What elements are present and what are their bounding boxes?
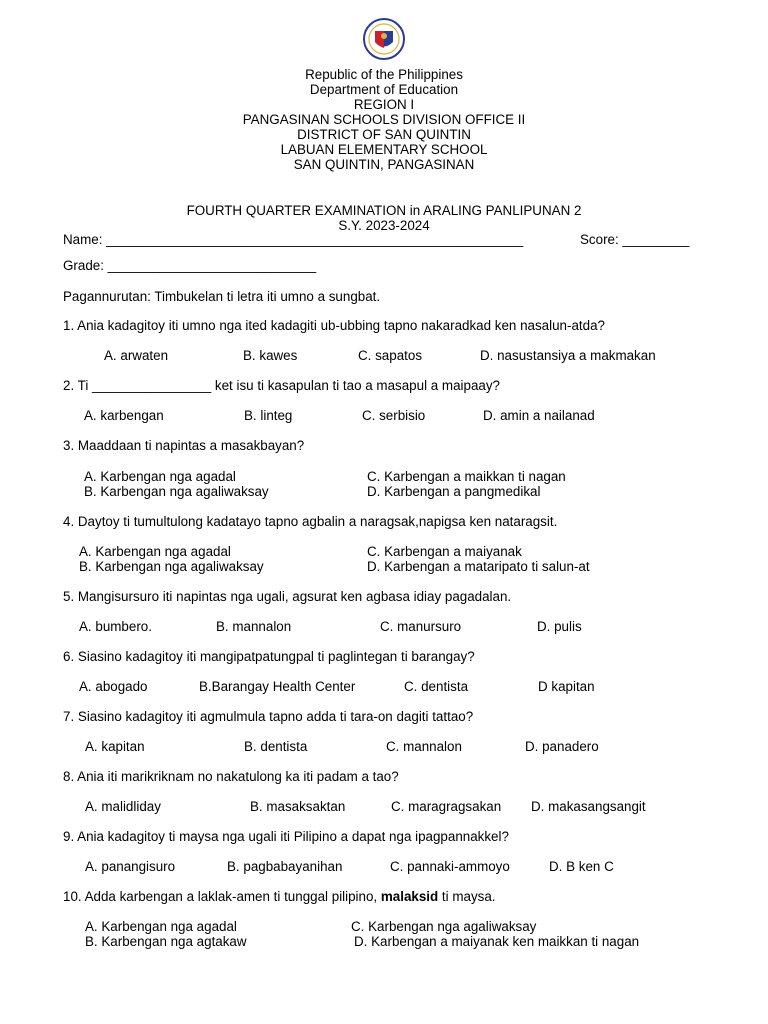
q5-option-c[interactable]: C. manursuro — [380, 619, 462, 634]
q3-option-a[interactable]: A. Karbengan nga agadal — [84, 469, 236, 484]
q2-option-a[interactable]: A. karbengan — [84, 408, 164, 423]
question-5: 5. Mangisursuro iti napintas nga ugali, agsurat ken agbasa idiay pagadalan. — [63, 589, 512, 604]
q6-option-a[interactable]: A. abogado — [79, 679, 148, 694]
header-district: DISTRICT OF SAN QUINTIN — [297, 127, 471, 142]
q3-option-b[interactable]: B. Karbengan nga agaliwaksay — [84, 484, 269, 499]
q8-option-d[interactable]: D. makasangsangit — [531, 799, 646, 814]
q9-option-d[interactable]: D. B ken C — [549, 859, 614, 874]
q6-option-c[interactable]: C. dentista — [404, 679, 469, 694]
q3-option-c[interactable]: C. Karbengan a maikkan ti nagan — [367, 469, 566, 484]
question-6: 6. Siasino kadagitoy iti mangipatpatungpal ti paglintegan ti barangay? — [63, 649, 475, 664]
header-region: REGION I — [353, 97, 415, 112]
q8-option-b[interactable]: B. masaksaktan — [250, 799, 346, 814]
header-republic: Republic of the Philippines — [305, 67, 463, 82]
header-division: PANGASINAN SCHOOLS DIVISION OFFICE II — [242, 112, 526, 127]
q10-option-a[interactable]: A. Karbengan nga agadal — [85, 919, 237, 934]
q5-option-b[interactable]: B. mannalon — [216, 619, 292, 634]
instructions: Pagannurutan: Timbukelan ti letra iti umno a sungbat. — [63, 289, 381, 304]
question-7: 7. Siasino kadagitoy iti agmulmula tapno adda ti tara-on dagiti tattao? — [63, 709, 474, 724]
name-field[interactable]: Name: ________________________________________________________ — [63, 232, 524, 247]
q9-option-b[interactable]: B. pagbabayanihan — [227, 859, 343, 874]
header-school: LABUAN ELEMENTARY SCHOOL — [280, 142, 488, 157]
q7-option-a[interactable]: A. kapitan — [85, 739, 145, 754]
q10-text-before: 10. Adda karbengan a laklak-amen ti tunggal pilipino, — [63, 889, 381, 904]
q4-option-d[interactable]: D. Karbengan a mataripato ti salun-at — [367, 559, 590, 574]
question-2: 2. Ti ________________ ket isu ti kasapulan ti tao a masapul a maipaay? — [63, 378, 500, 393]
q2-option-b[interactable]: B. linteg — [244, 408, 293, 423]
q1-option-c[interactable]: C. sapatos — [358, 348, 423, 363]
q5-option-a[interactable]: A. bumbero. — [79, 619, 152, 634]
q10-option-d[interactable]: D. Karbengan a maiyanak ken maikkan ti nagan — [354, 934, 640, 949]
q7-option-d[interactable]: D. panadero — [525, 739, 599, 754]
q9-option-c[interactable]: C. pannaki-ammoyo — [390, 859, 510, 874]
q1-option-b[interactable]: B. kawes — [243, 348, 298, 363]
q4-option-c[interactable]: C. Karbengan a maiyanak — [367, 544, 522, 559]
header-address: SAN QUINTIN, PANGASINAN — [293, 157, 475, 172]
q7-option-c[interactable]: C. mannalon — [386, 739, 462, 754]
q9-option-a[interactable]: A. panangisuro — [85, 859, 176, 874]
question-4: 4. Daytoy ti tumultulong kadatayo tapno agbalin a naragsak,napigsa ken nataragsit. — [63, 514, 558, 529]
header-department: Department of Education — [309, 82, 459, 97]
q8-option-a[interactable]: A. malidliday — [85, 799, 161, 814]
q10-option-b[interactable]: B. Karbengan nga agtakaw — [85, 934, 247, 949]
q1-option-a[interactable]: A. arwaten — [104, 348, 169, 363]
q6-option-d[interactable]: D kapitan — [538, 679, 595, 694]
q4-option-b[interactable]: B. Karbengan nga agaliwaksay — [79, 559, 264, 574]
question-3: 3. Maaddaan ti napintas a masakbayan? — [63, 438, 305, 453]
score-field[interactable]: Score: _________ — [580, 232, 690, 247]
question-8: 8. Ania iti marikriknam no nakatulong ka iti padam a tao? — [63, 769, 399, 784]
q2-option-c[interactable]: C. serbisio — [362, 408, 426, 423]
q1-option-d[interactable]: D. nasustansiya a makmakan — [480, 348, 656, 363]
deped-seal-icon — [354, 18, 414, 60]
q10-text-bold: malaksid — [380, 889, 439, 904]
q4-option-a[interactable]: A. Karbengan nga agadal — [79, 544, 231, 559]
q10-option-c[interactable]: C. Karbengan nga agaliwaksay — [351, 919, 537, 934]
q8-option-c[interactable]: C. maragragsakan — [391, 799, 502, 814]
school-year: S.Y. 2023-2024 — [338, 218, 430, 233]
q3-option-d[interactable]: D. Karbengan a pangmedikal — [367, 484, 541, 499]
question-9: 9. Ania kadagitoy ti maysa nga ugali iti Pilipino a dapat nga ipagpannakkel? — [63, 829, 509, 844]
q5-option-d[interactable]: D. pulis — [537, 619, 582, 634]
q2-option-d[interactable]: D. amin a nailanad — [483, 408, 595, 423]
question-1: 1. Ania kadagitoy iti umno nga ited kadagiti ub-ubbing tapno nakaradkad ken nasalun-atda? — [63, 318, 605, 333]
q10-text-after: ti maysa. — [438, 889, 496, 904]
q7-option-b[interactable]: B. dentista — [244, 739, 308, 754]
grade-field[interactable]: Grade: ____________________________ — [63, 258, 317, 273]
question-10 — [63, 889, 496, 904]
exam-title: FOURTH QUARTER EXAMINATION in ARALING PANLIPUNAN 2 — [186, 203, 582, 218]
q6-option-b[interactable]: B.Barangay Health Center — [199, 679, 356, 694]
